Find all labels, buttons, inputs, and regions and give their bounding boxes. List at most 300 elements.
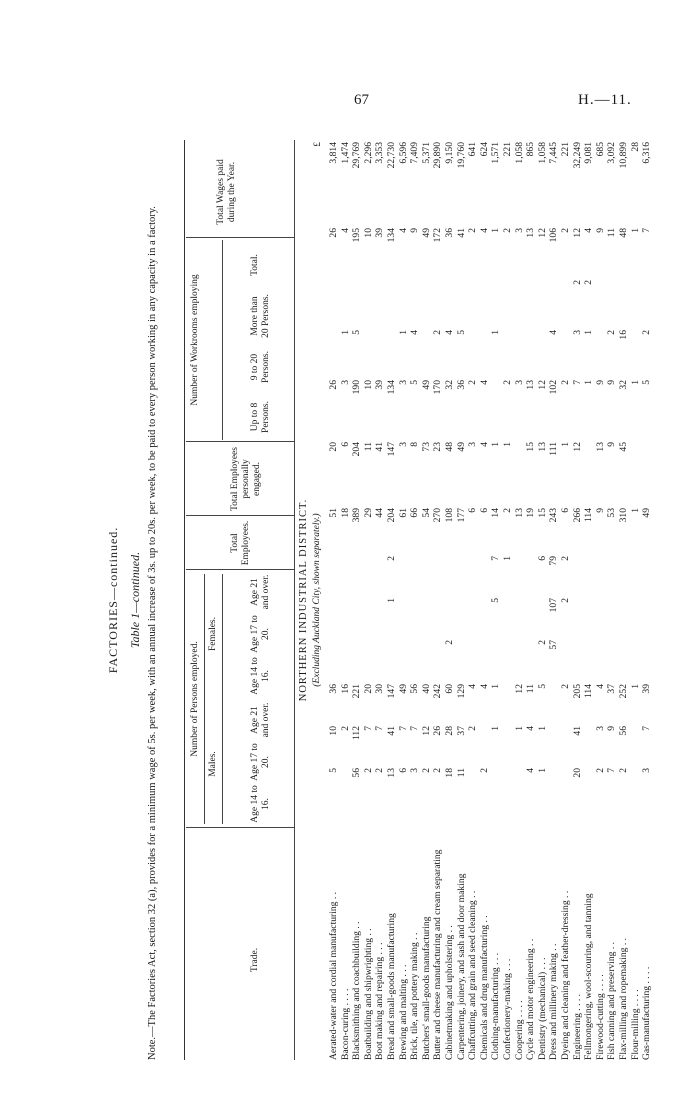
male-14-16: 3 [641,768,653,773]
header-workrooms: Number of Workrooms employing [190,274,200,406]
male-21-over: 4 [467,684,479,689]
female-17-20: 5 [490,598,502,603]
table-row [421,140,432,1060]
table-row [630,140,641,1060]
total-wages: 1,474 [339,142,351,164]
male-14-16: 7 [606,768,618,773]
workrooms-up-to-8: 2 [467,380,479,385]
total-wages: 685 [594,142,606,157]
total-wages: 1,571 [490,142,502,164]
total-wages: 9,150 [444,142,455,164]
document-reference: H.—11. [578,92,632,108]
total-employees: 61 [397,508,409,518]
header-male-age-17-20: Age 17 to 20. [250,743,271,781]
workrooms-9-to-20: 5 [351,330,363,335]
table-row [548,140,559,1060]
personally-engaged: 23 [432,442,444,452]
workrooms-9-to-20: 4 [548,330,560,335]
table-row [386,140,397,1060]
header-bottom-rule [294,140,295,1060]
male-17-20: 1 [490,726,502,731]
workrooms-total: 172 [432,228,444,243]
workrooms-total: 4 [478,228,490,233]
trade-name: Cycle and motor engineering . . [525,938,537,1060]
table-row [467,140,478,1060]
total-wages: 10,899 [618,142,629,169]
male-21-over: 60 [444,684,455,694]
workrooms-total: 39 [374,228,386,238]
trade-name: Engineering . . . . [571,993,583,1060]
male-14-16: 2 [594,768,606,773]
workrooms-up-to-8: 3 [513,380,525,385]
male-21-over: 1 [629,684,641,689]
total-employees: 66 [409,508,421,518]
trade-name: Boot making and repairing . . . [374,942,386,1060]
male-21-over: 205 [571,684,583,699]
workrooms-up-to-8: 5 [409,380,421,385]
total-employees: 204 [386,508,397,523]
workrooms-more-than-20: 2 [583,280,595,285]
total-employees: 14 [490,508,502,518]
trade-name: Bacon-curing . . . . [339,988,351,1060]
male-21-over: 114 [583,684,595,699]
total-employees: 49 [641,508,653,518]
table-top-rule [184,140,185,1060]
table-row [595,140,606,1060]
female-14-16: 57 [548,640,560,650]
workrooms-up-to-8: 3 [397,380,409,385]
total-wages: 5,371 [420,142,432,164]
workrooms-9-to-20: 1 [339,330,351,335]
female-17-20: 1 [386,598,397,603]
male-17-20: 7 [409,726,421,731]
personally-engaged: 8 [409,442,421,447]
total-employees: 51 [328,508,339,518]
table-row [560,140,571,1060]
male-17-20: 7 [397,726,409,731]
total-employees: 177 [455,508,467,523]
total-wages: 3,814 [328,142,339,164]
total-employees: 29 [362,508,374,518]
workrooms-total: 195 [351,228,363,243]
total-wages: 641 [467,142,479,157]
male-14-16: 4 [525,768,537,773]
workrooms-total: 36 [444,228,455,238]
header-female-age-21-over: Age 21 and over. [250,574,271,610]
workrooms-total: 11 [606,228,618,238]
male-17-20: 1 [536,726,548,731]
male-21-over: 36 [328,684,339,694]
note-text: Note.—The Factories Act, section 32 (a), provides for a minimum wage of 5s. per week, with an annual increase of 3s. up to 20s. per week, to be paid to every person working in any capacity in a factory. [147,206,158,1060]
total-wages: 29,769 [351,142,363,169]
male-21-over: 129 [455,684,467,699]
workrooms-up-to-8: 9 [594,380,606,385]
male-14-16: 11 [455,768,467,778]
header-9-to-20: 9 to 20 Persons. [250,351,271,383]
male-14-16: 20 [571,768,583,778]
workrooms-total: 4 [397,228,409,233]
total-employees: 15 [536,508,548,518]
workrooms-total: 49 [420,228,432,238]
personally-engaged: 45 [618,442,629,452]
personally-engaged: 20 [328,442,339,452]
male-17-20: 7 [374,726,386,731]
workrooms-total: 26 [328,228,339,238]
male-14-16: 2 [374,768,386,773]
rotated-table-page [100,120,660,1080]
female-21-over: 7 [490,556,502,561]
page-number: 67 [354,92,369,108]
male-14-16: 5 [328,768,339,773]
personally-engaged: 73 [420,442,432,452]
total-employees: 6 [467,508,479,513]
personally-engaged: 1 [490,442,502,447]
currency-row [312,140,323,1060]
workrooms-9-to-20: 4 [444,330,455,335]
table-row [618,140,629,1060]
workrooms-total: 4 [583,228,595,233]
workrooms-up-to-8: 5 [641,380,653,385]
header-rule [222,574,223,824]
workrooms-up-to-8: 102 [548,380,560,395]
total-wages: 22,730 [386,142,397,169]
total-employees: 54 [420,508,432,518]
male-17-20: 41 [386,726,397,736]
table-row [525,140,536,1060]
table-row [606,140,617,1060]
male-14-16: 18 [444,768,455,778]
workrooms-up-to-8: 1 [629,380,641,385]
trade-name: Dress and millinery making . . [548,943,560,1060]
female-21-over: 2 [560,556,571,561]
male-14-16: 2 [362,768,374,773]
trade-name: Coopering . . . . [513,1000,525,1060]
total-wages: 19,760 [455,142,467,169]
male-21-over: 12 [513,684,525,694]
total-employees: 44 [374,508,386,518]
workrooms-up-to-8: 170 [432,380,444,395]
male-17-20: 26 [432,726,444,736]
workrooms-up-to-8: 32 [444,380,455,390]
male-14-16: 2 [478,768,490,773]
workrooms-9-to-20: 16 [618,330,629,340]
table-row [340,140,351,1060]
total-employees: 18 [339,508,351,518]
workrooms-up-to-8: 7 [571,380,583,385]
total-employees: 9 [594,508,606,513]
trade-name: Blacksmithing and coachbuilding . . [351,921,363,1060]
trade-name: Gas-manufacturing . . . . [641,966,653,1060]
male-21-over: 5 [536,684,548,689]
trade-name: Firewood-cutting . . . . [594,974,606,1060]
personally-engaged: 9 [606,442,618,447]
header-males: Males. [208,751,218,777]
total-wages: 6,316 [641,142,653,164]
female-21-over: 6 [536,556,548,561]
table-row [514,140,525,1060]
workrooms-total: 48 [618,228,629,238]
personally-engaged: 12 [571,442,583,452]
workrooms-total: 1 [629,228,641,233]
workrooms-up-to-8: 13 [525,380,537,390]
workrooms-up-to-8: 39 [374,380,386,390]
female-21-over: 1 [502,556,513,561]
trade-name: Confectionery-making . . . [502,958,513,1060]
table-row [444,140,455,1060]
male-17-20: 112 [351,726,363,741]
total-employees: 2 [502,508,513,513]
workrooms-9-to-20: 4 [409,330,421,335]
male-21-over: 49 [397,684,409,694]
total-wages: 29,890 [432,142,444,169]
workrooms-total: 13 [525,228,537,238]
trade-name: Brewing and malting . . . [397,964,409,1060]
male-17-20: 10 [328,726,339,736]
male-14-16: 2 [618,768,629,773]
workrooms-total: 4 [339,228,351,233]
male-21-over: 40 [420,684,432,694]
total-employees: 270 [432,508,444,523]
workrooms-up-to-8: 4 [478,380,490,385]
female-17-20: 107 [548,598,560,613]
workrooms-9-to-20: 1 [583,330,595,335]
male-21-over: 242 [432,684,444,699]
male-17-20: 7 [641,726,653,731]
total-employees: 1 [629,508,641,513]
personally-engaged: 6 [339,442,351,447]
total-wages: 221 [502,142,513,157]
workrooms-total: 9 [409,228,421,233]
workrooms-total: 41 [455,228,467,238]
trade-name: Boatbuilding and shipwrighting . . [362,928,374,1060]
male-14-16: 13 [386,768,397,778]
male-17-20: 7 [362,726,374,731]
region-heading: NORTHERN INDUSTRIAL DISTRICT. [298,498,309,702]
total-wages: 2,296 [362,142,374,164]
male-21-over: 4 [478,684,490,689]
male-17-20: 37 [455,726,467,736]
workrooms-9-to-20: 2 [432,330,444,335]
total-employees: 114 [583,508,595,523]
male-14-16: 56 [351,768,363,778]
column-divider [186,515,294,516]
total-wages: 9,081 [583,142,595,164]
table-row [537,140,548,1060]
total-wages: 865 [525,142,537,157]
male-17-20: 2 [339,726,351,731]
trade-name: Chemicals and drug manufacturing . . [478,915,490,1060]
total-wages: 28 [629,142,641,152]
workrooms-total: 10 [362,228,374,238]
male-21-over: 30 [374,684,386,694]
male-17-20: 4 [525,726,537,731]
personally-engaged: 111 [548,442,560,456]
workrooms-9-to-20: 5 [455,330,467,335]
table-subtitle: Table 1—continued. [128,551,142,649]
header-personally-engaged: Total Employees personally engaged. [230,447,262,511]
column-divider [186,827,294,828]
trade-name: Butchers' small-goods manufacturing [420,916,432,1060]
header-persons-employed: Number of Persons employed. [190,641,200,757]
workrooms-up-to-8: 32 [618,380,629,390]
column-divider [186,237,294,238]
workrooms-9-to-20: 1 [397,330,409,335]
total-employees: 310 [618,508,629,523]
male-21-over: 11 [525,684,537,694]
personally-engaged: 147 [386,442,397,457]
workrooms-total: 12 [571,228,583,238]
header-more-than-20: More than 20 Persons. [250,294,271,338]
workrooms-total: 2 [560,228,571,233]
personally-engaged: 49 [455,442,467,452]
male-17-20: 56 [618,726,629,736]
workrooms-9-to-20: 2 [641,330,653,335]
workrooms-up-to-8: 134 [386,380,397,395]
total-wages: 7,409 [409,142,421,164]
male-21-over: 2 [560,684,571,689]
workrooms-up-to-8: 26 [328,380,339,390]
table-row [502,140,513,1060]
female-17-20: 2 [560,598,571,603]
header-male-age-21-over: Age 21 and over. [250,702,271,738]
table-row [398,140,409,1060]
workrooms-9-to-20: 3 [571,330,583,335]
total-employees: 19 [525,508,537,518]
trade-name: Flour-milling . . . . [629,989,641,1060]
table-row [363,140,374,1060]
workrooms-total: 1 [490,228,502,233]
table-row [572,140,583,1060]
header-female-age-14-16: Age 14 to 16. [250,657,271,695]
total-employees: 266 [571,508,583,523]
trade-name: Cabinetmaking and upholstering . . [444,925,455,1060]
workrooms-total: 134 [386,228,397,243]
header-rule [204,574,205,824]
male-21-over: 252 [618,684,629,699]
male-21-over: 221 [351,684,363,699]
total-wages: 6,596 [397,142,409,164]
personally-engaged: 11 [362,442,374,452]
personally-engaged: 3 [397,442,409,447]
workrooms-9-to-20: 1 [490,330,502,335]
personally-engaged: 41 [374,442,386,452]
total-employees: 6 [478,508,490,513]
workrooms-total: 106 [548,228,560,243]
total-wages: 221 [560,142,571,157]
workrooms-total: 12 [536,228,548,238]
personally-engaged: 1 [560,442,571,447]
female-21-over: 2 [386,556,397,561]
male-21-over: 4 [594,684,606,689]
total-wages: 1,058 [536,142,548,164]
total-employees: 389 [351,508,363,523]
header-up-to-8: Up to 8 Persons. [250,401,271,433]
male-14-16: 1 [536,768,548,773]
workrooms-up-to-8: 49 [420,380,432,390]
total-employees: 243 [548,508,560,523]
table-row [641,140,652,1060]
header-total-wages: Total Wages paid during the Year. [216,159,237,225]
workrooms-up-to-8: 2 [502,380,513,385]
trade-name: Carpentering, joinery, and sash and door making [455,873,467,1060]
trade-name: Dyeing and cleaning and feather-dressing . . [560,890,571,1060]
header-workrooms-total: Total. [250,254,260,276]
document-title: FACTORIES—continued. [106,526,120,674]
total-wages: 624 [478,142,490,157]
column-divider [186,569,294,570]
male-21-over: 37 [606,684,618,694]
male-21-over: 56 [409,684,421,694]
male-21-over: 1 [490,684,502,689]
header-total-employees: Total Employees. [230,520,251,566]
workrooms-total: 7 [641,228,653,233]
personally-engaged: 48 [444,442,455,452]
region-subheading: (Excluding Auckland City, shown separately.) [312,513,322,687]
trade-name: Fellmongering, wool-scouring, and tanning [583,893,595,1060]
male-17-20: 28 [444,726,455,736]
personally-engaged: 3 [467,442,479,447]
total-wages: 7,445 [548,142,560,164]
workrooms-up-to-8: 36 [455,380,467,390]
workrooms-up-to-8: 12 [536,380,548,390]
personally-engaged: 13 [594,442,606,452]
trade-name: Flax-milling and ropemaking . . [618,937,629,1060]
header-male-age-14-16: Age 14 to 16. [250,785,271,823]
male-14-16: 2 [420,768,432,773]
workrooms-up-to-8: 10 [362,380,374,390]
table-row [351,140,362,1060]
trade-name: Butter and cheese manufacturing and cream separating [432,849,444,1060]
male-21-over: 39 [641,684,653,694]
total-employees: 13 [513,508,525,518]
workrooms-9-to-20: 2 [606,330,618,335]
workrooms-up-to-8: 1 [583,380,595,385]
workrooms-total: 3 [513,228,525,233]
total-wages: 3,092 [606,142,618,164]
male-17-20: 3 [594,726,606,731]
column-divider [186,441,294,442]
header-females: Females. [208,616,218,652]
header-trade: Trade. [250,947,260,973]
female-14-16: 2 [444,640,455,645]
table-row [374,140,385,1060]
trade-name: Aerated-water and cordial manufacturing . . [328,891,339,1060]
personally-engaged: 15 [525,442,537,452]
total-wages: 32,249 [571,142,583,169]
female-21-over: 79 [548,556,560,566]
workrooms-up-to-8: 190 [351,380,363,395]
workrooms-total: 2 [467,228,479,233]
trade-name: Fish canning and preserving . . [606,941,618,1060]
total-employees: 108 [444,508,455,523]
male-21-over: 147 [386,684,397,699]
table-row [328,140,339,1060]
workrooms-up-to-8: 3 [339,380,351,385]
table-row [479,140,490,1060]
personally-engaged: 13 [536,442,548,452]
total-wages: 1,058 [513,142,525,164]
total-employees: 53 [606,508,618,518]
male-17-20: 9 [606,726,618,731]
workrooms-up-to-8: 2 [560,380,571,385]
workrooms-more-than-20: 2 [571,280,583,285]
male-21-over: 16 [339,684,351,694]
table-row [583,140,594,1060]
trade-name: Clothing-manufacturing . . . [490,952,502,1060]
trade-name: Chaffcutting, and grain and seed cleaning . . [467,890,479,1060]
male-17-20: 41 [571,726,583,736]
header-female-age-17-20: Age 17 to 20. [250,615,271,653]
